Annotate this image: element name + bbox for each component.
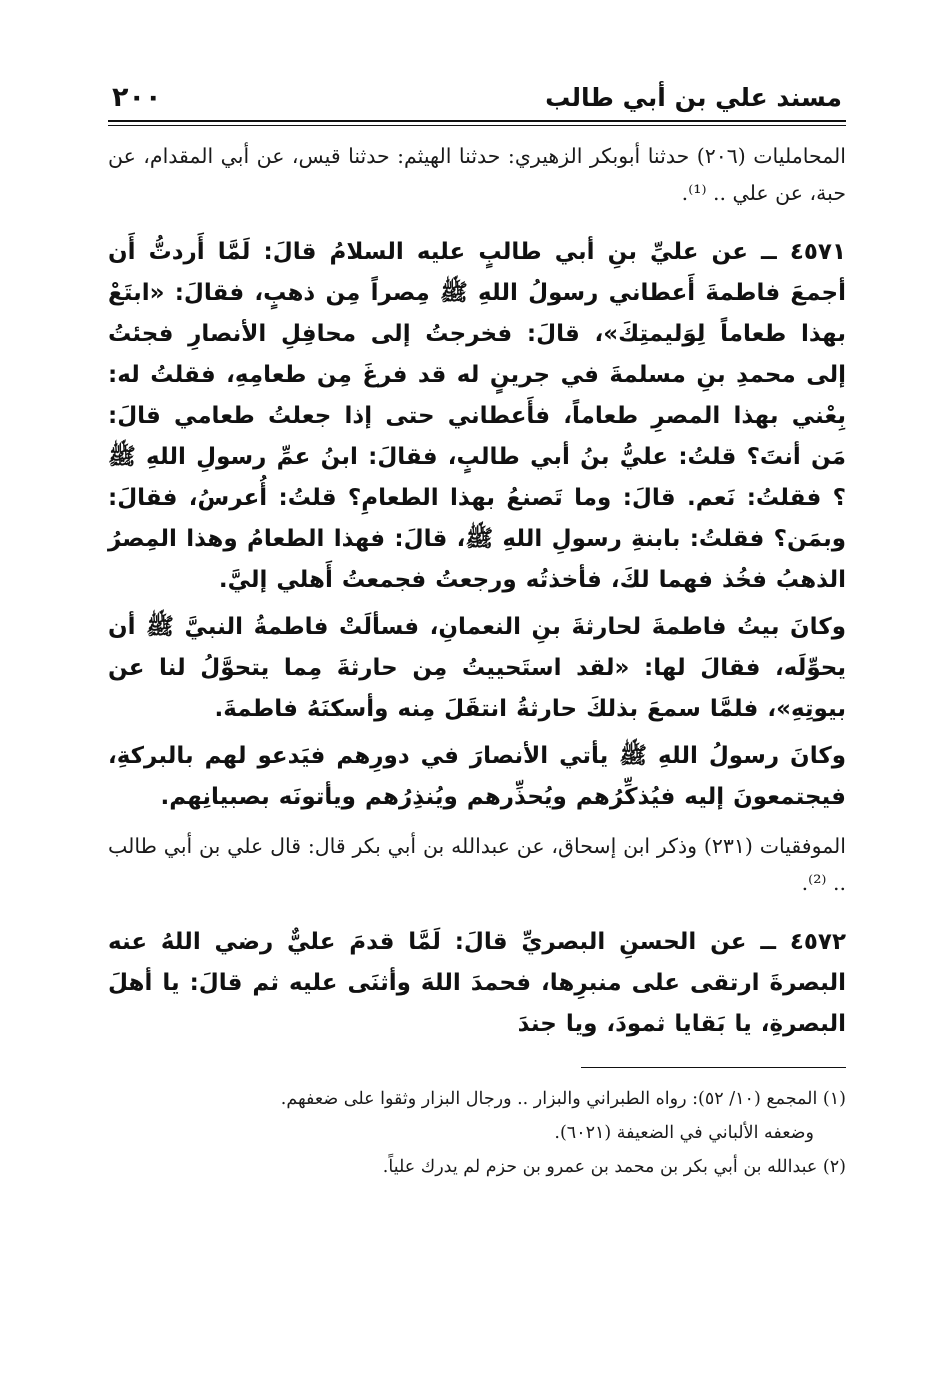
footnotes: [108, 1082, 846, 1184]
hadith-4572: ٤٥٧٢ ــ عن الحسنِ البصريِّ قالَ: لَمَّا قدمَ عليٌّ رضي اللهُ عنه البصرةَ ارتقى على منبرِها، فحمدَ اللهَ وأثنَى عليه ثم قالَ: يا أهلَ البصرةِ، يا بَقايا ثمودَ، ويا جندَ: [108, 929, 846, 1037]
book-title: مسند علي بن أبي طالب: [545, 83, 842, 112]
book-page: [108, 78, 846, 1184]
footnote-1-continuation: وضعفه الألباني في الضعيفة (٦٠٢١).: [554, 1123, 814, 1143]
hadith-4571: ٤٥٧١ ــ عن عليِّ بنِ أبي طالبٍ عليه السلامُ قالَ: لَمَّا أَردتُّ أَن أجمعَ فاطمةَ أَعطاني رسولُ اللهِ ﷺ مِصراً مِن ذهبٍ، فقالَ: «ابتَعْ بهذا طعاماً لِوَليمتِكَ»، قالَ: فخرجتُ إلى محافِلِ الأنصارِ فجئتُ إلى محمدِ بنِ مسلمةَ في جرينٍ له قد فرغَ مِن طعامِهِ، فقلتُ له: بِعْني بهذا المصرِ طعاماً، فأَعطاني حتى إذا جعلتُ طعامي قالَ: مَن أنتَ؟ قلتُ: عليُّ بنُ أبي طالبٍ، فقالَ: ابنُ عمِّ رسولِ اللهِ ﷺ ؟ فقلتُ: نَعم. قالَ: وما تَصنعُ بهذا الطعامِ؟ قلتُ: أُعرسُ، فقالَ: وبمَن؟ فقلتُ: بابنةِ رسولِ اللهِ ﷺ، قالَ: فهذا الطعامُ وهذا المِصرُ الذهبُ فخُذ فهما لكَ، فأخذتُه ورجعتُ فجمعتُ أَهلي إليَّ.: [108, 239, 846, 593]
page-number: ٢٠٠: [112, 82, 162, 113]
source-citation-1: المحامليات (٢٠٦) حدثنا أبوبكر الزهيري: حدثنا الهيثم: حدثنا قيس، عن أبي المقدام، عن حبة، عن علي .. ⁽¹⁾.: [108, 144, 846, 205]
narration-paragraph-2: وكانَ بيتُ فاطمةَ لحارثةَ بنِ النعمانِ، فسألَتْ فاطمةُ النبيَّ ﷺ أن يحوِّلَه، فقالَ لها: «لقد استَحييتُ مِن حارثةَ مِما يتحوَّلُ لنا عن بيوتِهِ»، فلمَّا سمعَ بذلكَ حارثةُ انتقَلَ مِنه وأسكنَهُ فاطمةَ.: [108, 614, 846, 722]
header-rule: [108, 120, 846, 126]
source-citation-2: الموفقيات (٢٣١) وذكر ابن إسحاق، عن عبدالله بن أبي بكر قال: قال علي بن أبي طالب .. ⁽²⁾.: [108, 834, 846, 895]
footnote-1: (١) المجمع (١٠/ ٥٢): رواه الطبراني والبزار .. ورجال البزار وثقوا على ضعفهم.: [280, 1089, 846, 1109]
footnote-2: (٢) عبدالله بن أبي بكر بن محمد بن عمرو بن حزم لم يدرك علياً.: [382, 1157, 846, 1177]
narration-paragraph-3: وكانَ رسولُ اللهِ ﷺ يأتي الأنصارَ في دورِهم فيَدعو لهم بالبركةِ، فيجتمعونَ إليه فيُذكِّرُهم ويُحذِّرهم ويُنذِرُهم ويأتونَه بصبيانِهم.: [108, 743, 846, 810]
running-header: [108, 78, 846, 116]
footnote-separator: [581, 1067, 846, 1068]
